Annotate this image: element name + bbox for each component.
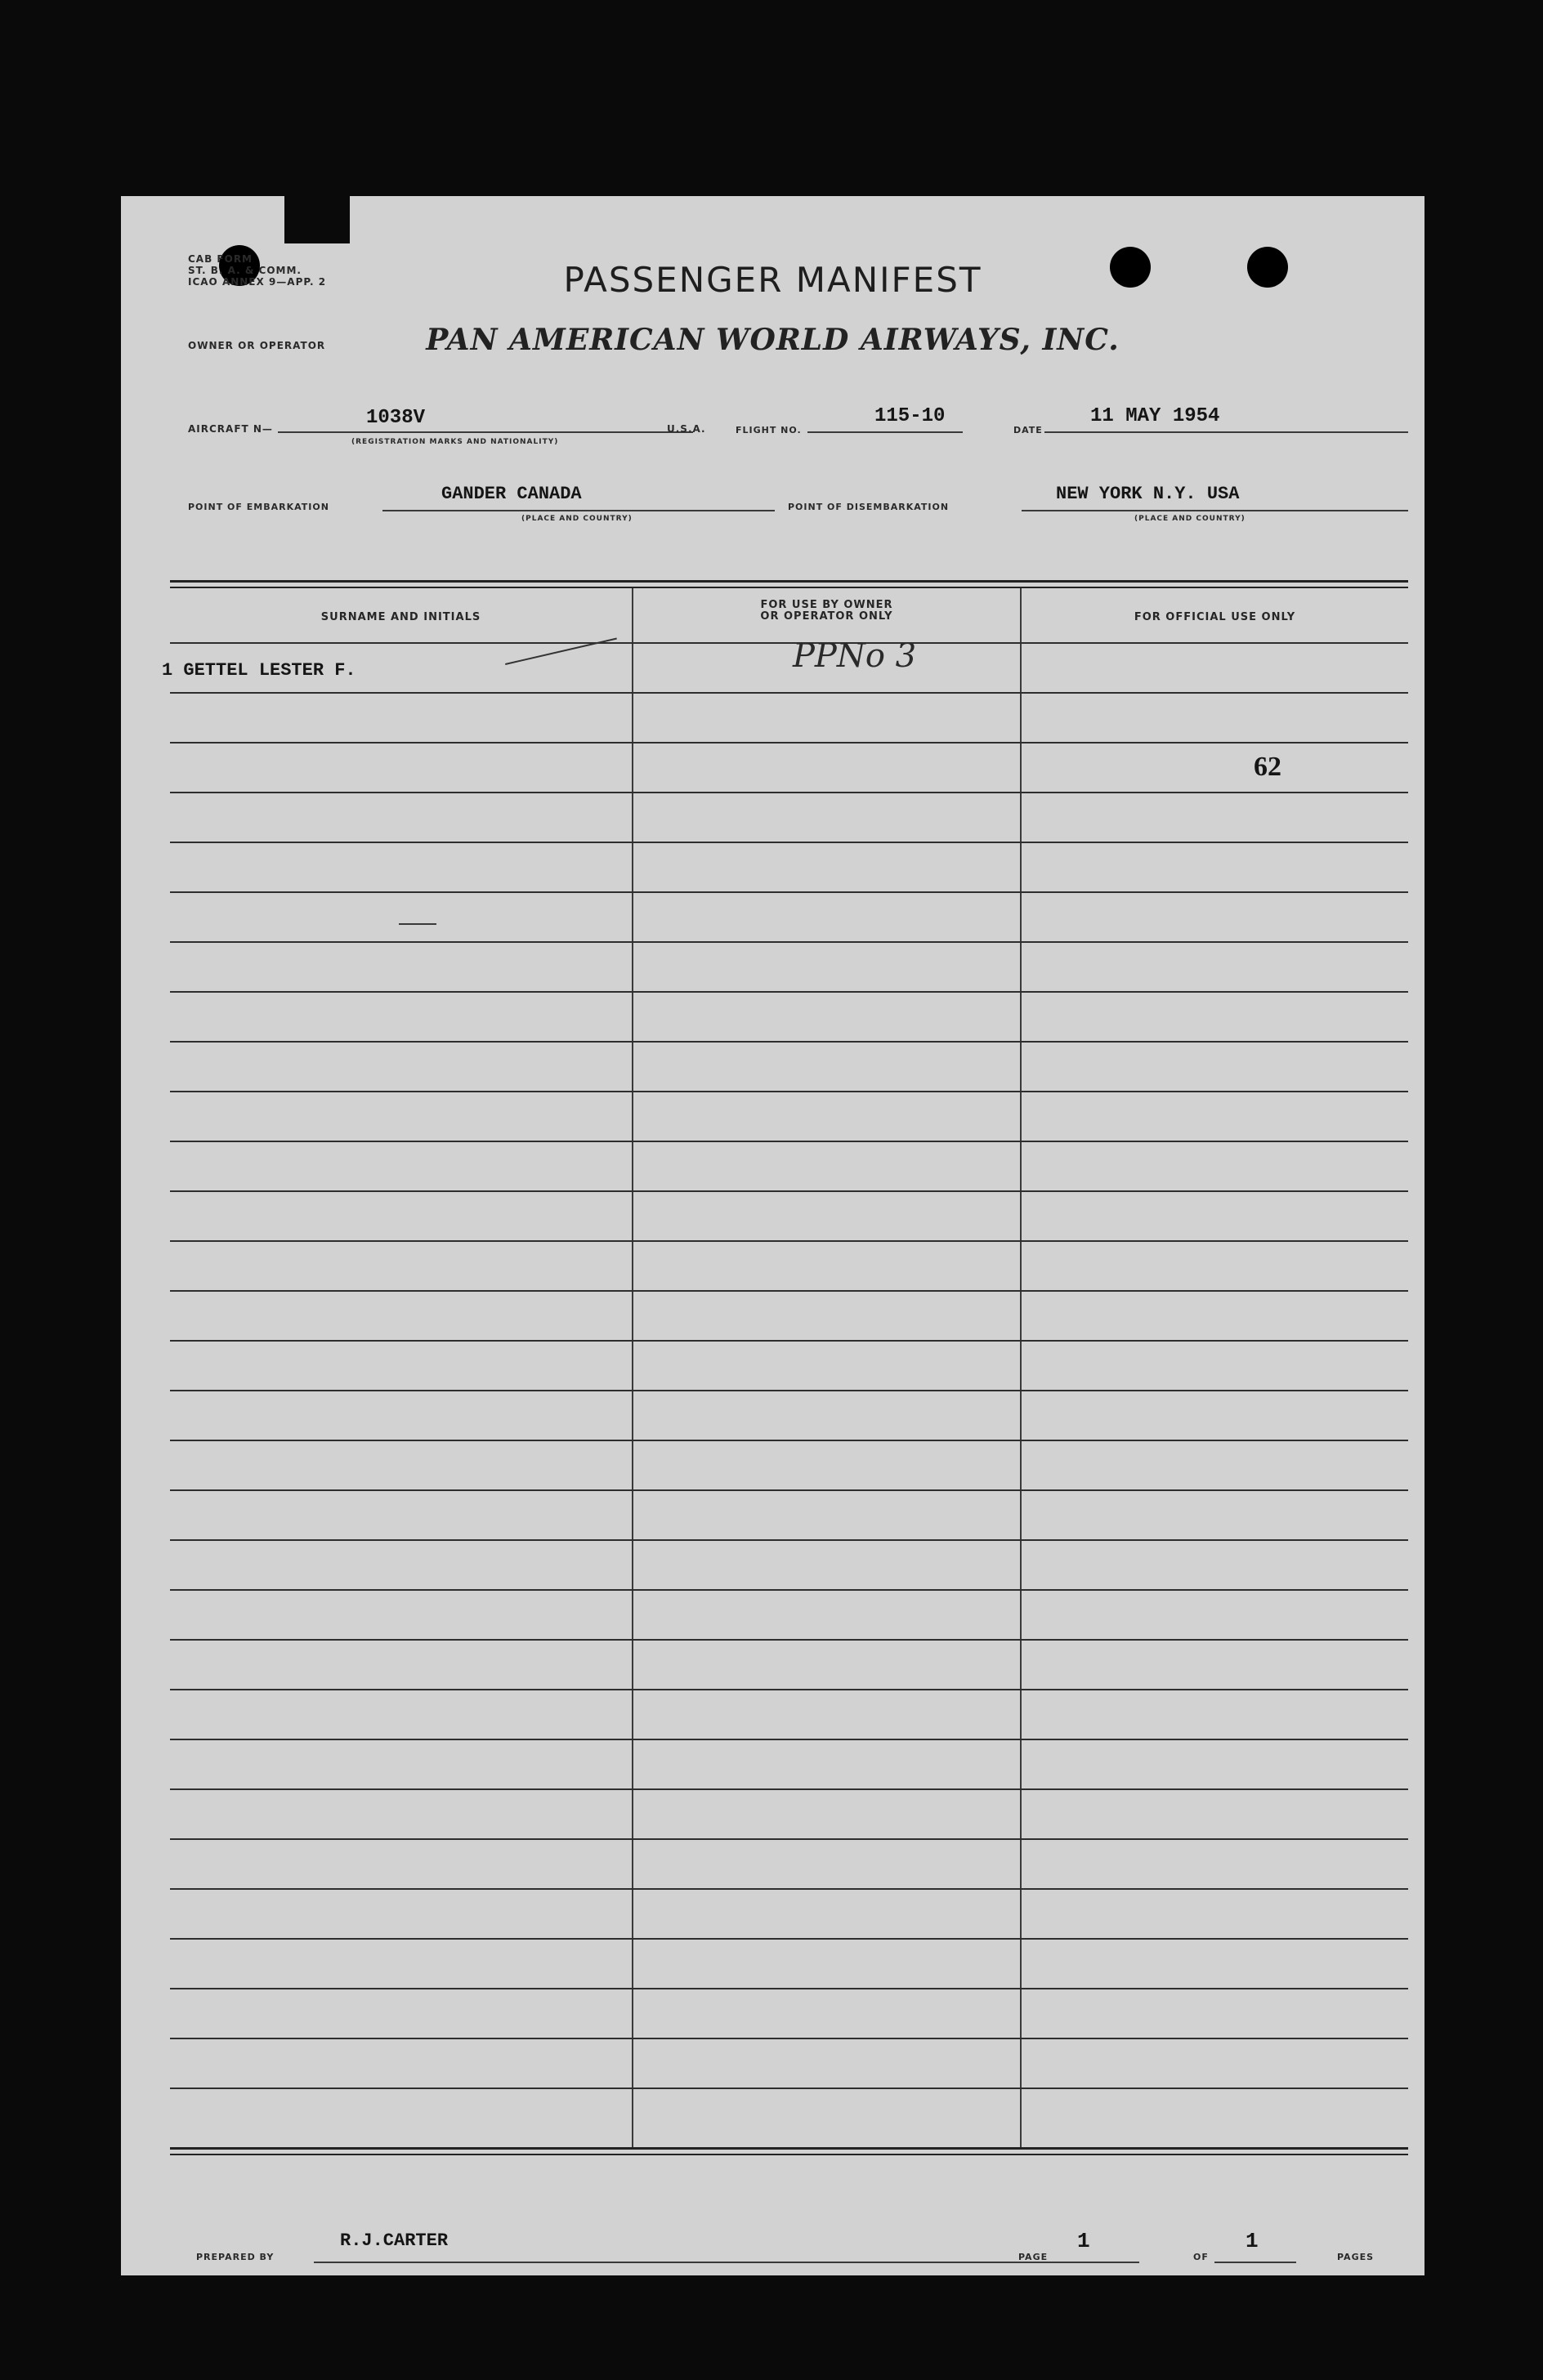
ruled-line [170,1838,1408,1840]
column-divider-2 [1020,588,1022,2149]
date-value: 11 MAY 1954 [1090,405,1220,427]
page-value: 1 [1077,2229,1090,2253]
ruled-line [170,1489,1408,1491]
ruled-line [170,1041,1408,1043]
ruled-line [170,1190,1408,1192]
embark-sub: (PLACE AND COUNTRY) [521,515,633,523]
col3-header: FOR OFFICIAL USE ONLY [1134,611,1296,623]
ruled-line [170,941,1408,943]
embark-underline [382,510,775,511]
col2-header-line2: OR OPERATOR ONLY [760,610,893,623]
of-value: 1 [1246,2229,1259,2253]
table-top-rule [170,580,1408,583]
col2-header [633,600,1020,623]
operator-name: PAN AMERICAN WORLD AIRWAYS, INC. [426,323,1120,357]
page-label: PAGE [1018,2252,1049,2262]
form-ref-line2: ST. B. A. & COMM. [188,265,302,276]
disembark-label: POINT OF DISEMBARKATION [788,502,950,512]
aircraft-value: 1038V [366,407,426,429]
table-bottom-rule [170,2147,1408,2150]
ruled-line [170,1788,1408,1790]
ruled-line [170,1589,1408,1591]
form-title: PASSENGER MANIFEST [563,260,982,300]
ruled-line [170,1240,1408,1242]
ruled-line [170,1141,1408,1142]
prepared-underline [314,2262,1139,2263]
aircraft-underline [278,431,693,433]
ruled-line [170,991,1408,993]
ruled-line [170,1539,1408,1541]
col1-header: SURNAME AND INITIALS [320,611,481,623]
flight-value: 115-10 [874,405,946,427]
torn-corner [284,196,350,243]
form-ref-line3: ICAO ANNEX 9—APP. 2 [188,276,327,288]
col2-header-line1: FOR USE BY OWNER [760,599,893,611]
ruled-line [170,1340,1408,1342]
ruled-line [170,2088,1408,2089]
ruled-line [170,1689,1408,1690]
ruled-line [170,1988,1408,1989]
ruled-line [170,1888,1408,1890]
flight-label: FLIGHT NO. [736,425,802,435]
date-label: DATE [1013,425,1043,435]
aircraft-label: AIRCRAFT N— [188,423,273,435]
ruled-line [170,842,1408,843]
ruled-line [170,1440,1408,1441]
disembark-value: NEW YORK N.Y. USA [1056,484,1240,504]
prepared-value: R.J.CARTER [340,2230,449,2251]
ruled-line [170,792,1408,793]
of-label: OF [1193,2252,1209,2262]
table-bottom-rule-2 [170,2154,1408,2155]
pages-label: PAGES [1337,2252,1375,2262]
ruled-line [170,1739,1408,1740]
owner-label: OWNER OR OPERATOR [188,340,326,351]
ruled-line [170,642,1408,644]
ruled-line [170,891,1408,893]
page-underline [1053,2262,1134,2263]
column-divider-1 [632,588,633,2149]
ruled-line [170,2038,1408,2039]
ruled-line [170,742,1408,743]
ruled-line [170,692,1408,694]
flight-underline [807,431,963,433]
of-underline [1214,2262,1296,2263]
disembark-sub: (PLACE AND COUNTRY) [1134,515,1246,523]
form-ref-line1: CAB FORM [188,253,253,265]
aircraft-sub: (REGISTRATION MARKS AND NATIONALITY) [351,438,559,446]
disembark-underline [1022,510,1408,511]
embark-label: POINT OF EMBARKATION [188,502,329,512]
prepared-label: PREPARED BY [196,2252,275,2262]
usa-label: U.S.A. [667,423,706,435]
embark-value: GANDER CANADA [441,484,582,504]
row1-operator-note: PPNo 3 [793,637,917,675]
stray-mark [399,923,436,925]
ruled-line [170,1938,1408,1940]
table-top-rule-2 [170,587,1408,588]
ruled-line [170,1290,1408,1292]
manifest-paper [121,196,1424,2275]
official-number: 62 [1254,752,1281,782]
date-underline [1044,431,1408,433]
ruled-line [170,1091,1408,1092]
ruled-line [170,1639,1408,1641]
ruled-line [170,1390,1408,1391]
row1-name: 1 GETTEL LESTER F. [162,660,356,681]
